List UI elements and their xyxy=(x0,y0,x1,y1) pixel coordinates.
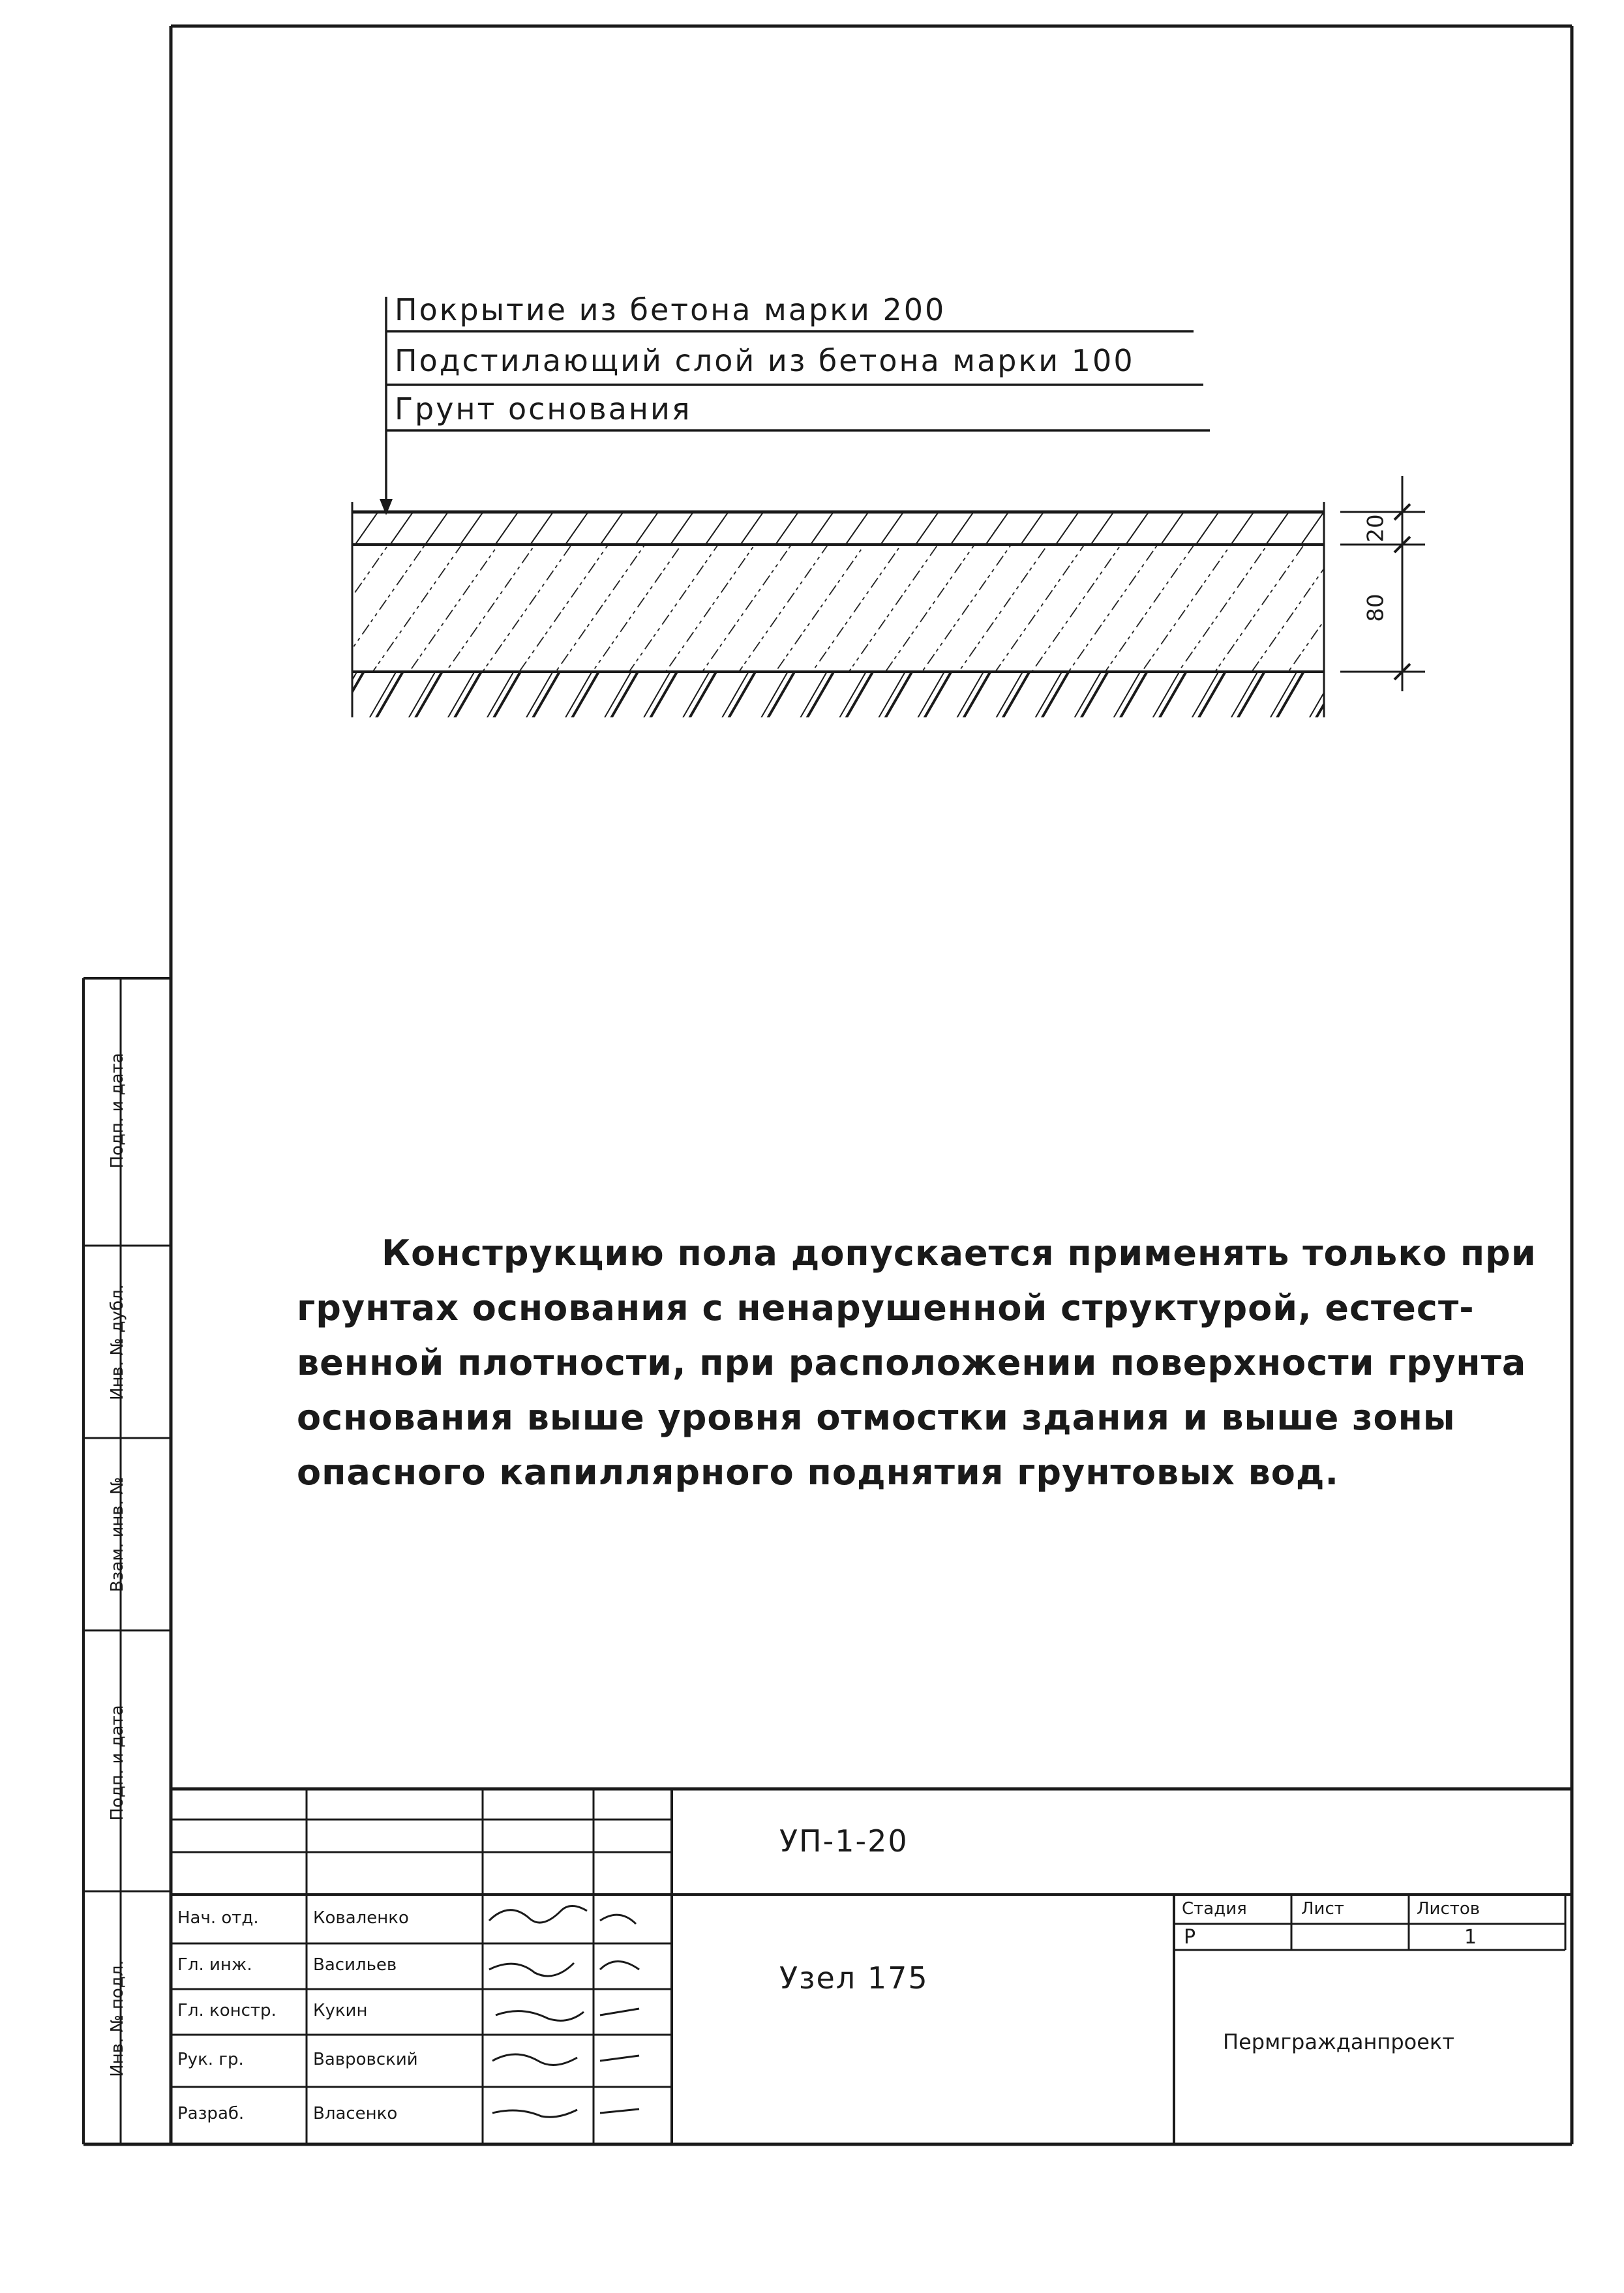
signature-marks xyxy=(489,1906,639,2118)
signature-name: Коваленко xyxy=(313,1908,409,1928)
note-line: опасного капиллярного поднятия грунтовых вод. xyxy=(297,1452,1339,1493)
sheets-label: Листов xyxy=(1417,1899,1481,1919)
side-stamp-dup-inventory: Инв. № дубл. xyxy=(108,1284,127,1400)
signature-role: Разраб. xyxy=(177,2104,245,2123)
concrete-base-layer xyxy=(352,545,1324,672)
signature-role: Гл. констр. xyxy=(177,2001,277,2020)
project-code: УП-1-20 xyxy=(779,1823,909,1859)
drawing-name: Узел 175 xyxy=(779,1960,929,1996)
soil-layer xyxy=(352,672,1324,717)
construction-note xyxy=(297,1226,1562,1500)
organization-name: Пермгражданпроект xyxy=(1223,2030,1454,2054)
dimension-bottom-value: 80 xyxy=(1362,593,1389,622)
dimension-top-value: 20 xyxy=(1362,514,1389,543)
concrete-topping-layer xyxy=(352,512,1324,545)
signature-name: Вавровский xyxy=(313,2050,418,2069)
note-line: грунтах основания с ненарушенной структурой, естест- xyxy=(297,1287,1475,1328)
layer-label-base: Подстилающий слой из бетона марки 100 xyxy=(395,343,1135,378)
side-stamp-grid xyxy=(83,978,171,2144)
signature-name: Власенко xyxy=(313,2104,398,2123)
dimension-chain xyxy=(1340,476,1425,691)
signature-name: Кукин xyxy=(313,2001,368,2020)
sheet-label: Лист xyxy=(1301,1899,1344,1919)
note-line: Конструкцию пола допускается применять только при xyxy=(382,1233,1537,1274)
side-stamp-sign-date: Подп. и дата xyxy=(108,1053,127,1169)
layer-label-soil: Грунт основания xyxy=(395,391,692,427)
layer-label-topping: Покрытие из бетона марки 200 xyxy=(395,292,946,327)
note-line: основания выше уровня отмостки здания и выше зоны xyxy=(297,1397,1456,1438)
note-line: венной плотности, при расположении поверхности грунта xyxy=(297,1342,1527,1383)
signature-role: Нач. отд. xyxy=(177,1908,259,1928)
stage-label: Стадия xyxy=(1182,1899,1247,1919)
floor-section xyxy=(352,502,1324,717)
signature-role: Гл. инж. xyxy=(177,1955,252,1975)
side-stamp-original-inventory: Инв. № подл. xyxy=(108,1960,127,2077)
sheets-value: 1 xyxy=(1464,1926,1477,1949)
signature-role: Рук. гр. xyxy=(177,2050,244,2069)
side-stamp-replaced-inventory: Взам. инв. № xyxy=(108,1476,127,1593)
signature-name: Васильев xyxy=(313,1955,397,1975)
side-stamp-sign-date-2: Подп. и дата xyxy=(108,1705,127,1821)
stage-value: Р xyxy=(1184,1926,1196,1949)
